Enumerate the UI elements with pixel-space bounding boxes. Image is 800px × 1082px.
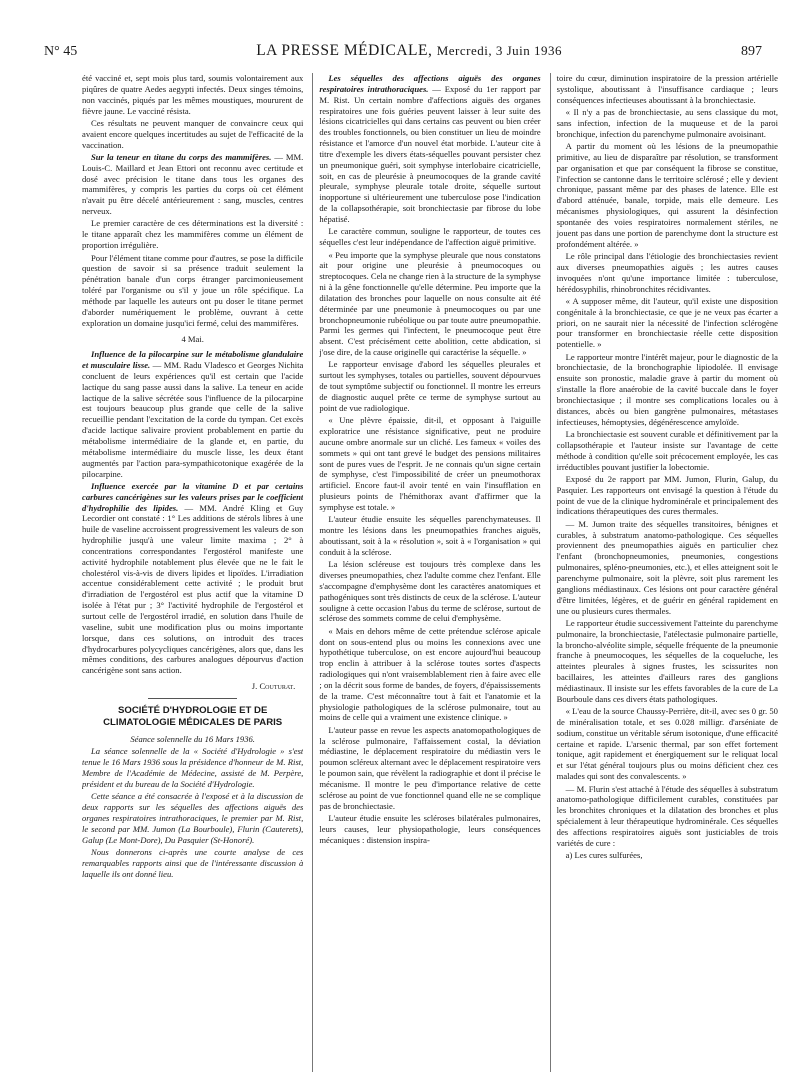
paragraph: L'auteur étudie ensuite les séquelles parenchymateuses. Il montre les lésions dans les pneumopathies franches aiguës, aboutissant, soit à la « résolution », soit à « l'organisation » qui conduit à la sclérose. <box>319 514 541 557</box>
paragraph: Exposé du 2e rapport par MM. Jumon, Flurin, Galup, du Pasquier. Les rapporteurs ont envisagé la question à l'étude du point de vue de la clinique hydrominérale et principalement des indications thérapeutiques des cures thermales. <box>556 473 778 517</box>
article-heading: Les séquelles des affections aiguës des organes respiratoires intrathoraciques. <box>319 73 541 94</box>
paragraph: Ces résultats ne peuvent manquer de convaincre ceux qui avaient encore quelques incertitudes au sujet de l'efficacité de la vaccination. <box>82 117 304 150</box>
article-body: — Exposé du 1er rapport par M. Rist. Un certain nombre d'affections aiguës des organes respiratoires une fois guéries peuvent laisser à leur suite des lésions cicatricielles qui dans certains cas peuvent ou bien créer des troubles fonctionnels, ou bien constituer un lieu de moindre résistance et l'amorce d'un nouvel état morbide. L'auteur cite à titre d'exemple les divers états-séquelles pouvant persister chez un pneumonique guéri, soit symphyse interlobaire cicatricielle, soit, en cas de pleurésie à pneumocoques de la grande cavité pleurale, symphyse pleurale totale droite, séquelle surtout inopportune si ultérieurement une tuberculose pose l'indication de la collapsothérapie, soit bronchiectasie par fibrose du lobe hépatisé. <box>319 83 541 224</box>
paragraph: « Peu importe que la symphyse pleurale que nous constatons ait pour origine une pleurésie à pneumocoques ou streptocoques. Cela ne change rien à la structure de la symphyse ni à la gêne fonctionnelle qu'elle détermine. Peu importe que la dilatation des bronches pour laquelle on nous consulte ait été déterminée par une pneumonie à pneumocoques ou par une bronchopneumonie rubéolique ou par toute autre pneumopathie. Parmi les germes qui l'infectent, le pneumocoque peut être absent. C'est précisément cette abolition, cette abdication, si j'ose dire, de la cause originelle qui caractérise la séquelle. » <box>319 249 541 358</box>
paragraph: Cette séance a été consacrée à l'exposé et à la discussion de deux rapports sur les séquelles des affections aiguës des organes respiratoires intrathoraciques, le premier par M. Rist, le second par MM. Jumon (La Bourboule), Flurin (Cauterets), Galup (Le Mont-Dore), Du Pasquier (St-Honoré). <box>82 791 304 845</box>
paragraph: A partir du moment où les lésions de la pneumopathie primitive, au lieu de disparaître par résolution, se transforment par organisation et que par conséquent la fibrose se constitue, l'infection se cantonne dans le territoire sclérosé ; elle y devient chronique, passant même par des phases de latence. Elle est d'abord atténuée, banale, torpide, mais elle demeure. Les mécanismes physiologiques, qui assurent la désinfection spontanée des voies respiratoires normalement stériles, ne jouent pas dans une portion de parenchyme dont la structure est profondément altérée. » <box>556 141 778 249</box>
article-body: — MM. André Kling et Guy Lecordier ont constaté : 1° Les additions de stérols libres à une huile de vaseline accroissent progressivement les valeurs de son hydrophilie jusqu'à une valeur limite maxima ; 2° à concentrations correspondantes l'ergostérol manifeste une activité hydrophile notablement plus élevée que ne le fait le cholestérol vis-à-vis de divers lipides et lipoïdes. L'irradiation accentue considérablement cette activité ; le produit brut d'irradiation de l'ergostérol est plus actif que la vitamine D isolée à l'état pur ; 3° l'activité hydrophile de l'ergostérol et surtout celle de l'ergostérol irradié, en solution dans l'huile de vaseline, subit une modification plus ou moins importante lorsque, dans ces solutions, on introduit des traces d'hydrocarbures polycycliques cancérigènes, alors que, dans les mêmes conditions, des carbures analogues dépourvus d'action cancérigène sont sans action. <box>82 502 304 676</box>
article-heading: Sur la teneur en titane du corps des mammifères. <box>91 151 272 162</box>
paragraph: Le premier caractère de ces déterminations est la diversité : le titane apparaît chez les mammifères comme un élément de proportion irrégulière. <box>82 218 304 251</box>
paragraph: Le rôle principal dans l'étiologie des bronchiectasies revient aux diverses pneumopathies aiguës ; les autres causes invoquées n'ont qu'une importance limitée : tuberculose, hérédosyphilis, rhinobronchites récidivantes. <box>556 251 778 294</box>
article-heading: Influence exercée par la vitamine D et par certains carbures cancérigènes sur les valeurs prises par le coefficient d'hydrophilie des lipides. <box>82 480 304 513</box>
paragraph: — M. Flurin s'est attaché à l'étude des séquelles à substratum anatomo-pathologique difficilement curables, constituées par les bronchites chroniques et la dilatation des bronches et plus spécialement à leur thérapeutique hydrominérale. Ces séquelles des affections respiratoires aiguës sont justiciables de trois variétés de cure : <box>556 783 778 848</box>
paragraph: Nous donnerons ci-après une courte analyse de ces remarquables rapports ainsi que de l'intéressante discussion à laquelle ils ont donné lieu. <box>82 846 304 879</box>
paragraph: La séance solennelle de la « Société d'Hydrologie » s'est tenue le 16 Mars 1936 sous la présidence d'honneur de M. Rist, Membre de l'Académie de Médecine, assisté de M. Perpère, président et du bureau de la Société d'Hydrologie. <box>82 746 304 789</box>
paragraph: Le rapporteur montre l'intérêt majeur, pour le diagnostic de la bronchiectasie, de la bronchographie lipiodolée. Il envisage ensuite son pronostic, maladie grave à partir du moment où s'installe la flore anaérobie de la cavité buccale dans le foyer bronchiectasique ; il montre ses complications locales ou à distances, abcès ou bien gangrène pulmonaires, métastases infectieuses, hémoptysies, dégénérescence amyloïde. <box>556 351 778 427</box>
page-number: 897 <box>740 44 762 59</box>
paragraph: L'auteur étudie ensuite les scléroses bilatérales pulmonaires, leurs causes, leur physiopathologie, leurs conséquences mécaniques : distension inspira- <box>319 813 541 845</box>
paragraph: « Il n'y a pas de bronchiectasie, au sens classique du mot, sans infection, infection de la muqueuse et de la paroi bronchique, infection du parenchyme pulmonaire avoisinant. <box>556 107 778 139</box>
article-body: — MM. Radu Vladesco et Georges Nichita concluent de leurs expériences qu'il est certain que l'acide lactique du sang passe aussi dans la salive. La teneur en acide lactique de la salive sécrétée sous l'influence de la pilocarpine est toujours beaucoup plus grande que celle de la salive recueillie pendant l'excitation de la corde du tympan. Cet excès d'acide lactique salivaire provient probablement en partie du métabolisme intermédiaire de la glande et, en partie, du métabolisme intermédiaire du muscle lisse, les deux étant augmentés par l'action para-sympathicotonique exagérée de la pilocarpine. <box>82 360 304 479</box>
column-3 <box>550 73 778 1072</box>
paragraph: Le caractère commun, souligne le rapporteur, de toutes ces séquelles c'est leur indépendance de l'affection aiguë primitive. <box>319 226 541 248</box>
issue-date: Mercredi, 3 Juin 1936 <box>436 43 563 58</box>
paragraph: Le rapporteur envisage d'abord les séquelles pleurales et surtout les symphyses, totales ou partielles, souvent dépourvues de tout symptôme subjectif ou fonctionnel. Il montre les erreurs de diagnostic auquel prête ce terme de symphyse surtout au point de vue radiologique. <box>319 359 541 413</box>
author-signature: J. Couturat. <box>251 681 296 692</box>
article-titanium <box>82 152 303 217</box>
article-sequelles <box>319 73 540 225</box>
column-2 <box>312 73 540 1072</box>
article-body: — MM. Louis-C. Maillard et Jean Ettori ont reconnu avec certitude et dosé avec précision le titane dans tous les organes des mammifères, y compris les parties du corps où cet élément n'avait pu être décelé antérieurement : sang, muscles, centres nerveux. <box>82 151 304 217</box>
paragraph: Le rapporteur étudie successivement l'atteinte du parenchyme pulmonaire, la bronchiectasie, l'atélectasie pulmonaire partielle, la broncho-alvéolite simple, séquelle fréquente de la pneumonie franche à pneumocoques, les séquelles de la coqueluche, les atteintes pleurales à signes frustes, les scissurites non bacillaires, les atteintes d'ailleurs rares des ganglions médiastinaux. Il insiste sur les effets favorables de la cure de La Bourboule dans ces divers états pathologiques. <box>556 617 778 704</box>
session-date: 4 Mai. <box>181 334 204 345</box>
paragraph: « Mais en dehors même de cette prétendue sclérose apicale dont on sous-entend plus ou moins les connexions avec une hypothétique tuberculose, on est encore aujourd'hui beaucoup trop enclin à attribuer à la sclérose toutes sortes d'aspects radiologiques qui n'ont vraisemblablement rien à faire avec elle ; on la décrit sous forme de bandes, de foyers, d'épaississements de la trame. C'est méconnaître tout à fait et l'anatomie et la physiologie pathologiques de la sclérose pulmonaire, tout au moins de celle qui a vraiment une existence clinique. » <box>319 625 541 723</box>
paragraph: « Une plèvre épaissie, dit-il, et opposant à l'aiguille exploratrice une résistance significative, peut ne produire aucune ombre anormale sur un cliché. Les fameux « voiles des sommets » qui ont tant grevé le budget des pensions militaires sont de pures vues de l'esprit. Je ne connais qu'un signe certain de symphyse, c'est l'impossibilité de créer un pneumothorax artificiel. Encore faut-il avoir tenté en vain l'insufflation en plusieurs points de l'hémithorax avant d'affirmer que la symphyse est totale. » <box>319 415 541 512</box>
divider <box>148 698 237 699</box>
article-columns <box>82 73 778 1072</box>
paragraph: La lésion scléreuse est toujours très complexe dans les diverses pneumopathies, chez l'adulte comme chez l'enfant. Elle s'accompagne d'emphysème dont les caractères anatomiques et pathogéniques sont très distincts de ceux de la sclérose. L'auteur souligne à cette occasion l'abus du terme de sclérose, surtout de sclérose des sommets comme de celui d'emphysème. <box>319 559 541 624</box>
page-header <box>44 42 762 66</box>
article-pilocarpine <box>82 349 303 479</box>
session-subtitle: Séance solennelle du 16 Mars 1936. <box>130 733 255 744</box>
article-vitamin-d <box>82 481 303 676</box>
paragraph: été vacciné et, sept mois plus tard, soumis volontairement aux piqûres de quatre Aedes aegypti infectés. Deux singes témoins, non vaccinés, piqués par les mêmes moustiques, moururent de fièvre jaune. Le vacciné résista. <box>82 73 304 116</box>
column-1 <box>82 73 303 1072</box>
paragraph: La bronchiectasie est souvent curable et définitivement par la collapsothérapie et l'auteur insiste sur l'avantage de cette méthode à condition qu'elle soit précocement employée, les cas irréductibles pouvant justifier la lobectomie. <box>556 429 778 472</box>
paragraph: « A supposer même, dit l'auteur, qu'il existe une disposition congénitale à la bronchiectasie, ce que je ne veux pas écarter a priori, on ne saurait nier la nécessité de l'infection sclérogène pour transformer en bronchiectasie réelle cette disposition potentielle. » <box>556 295 778 350</box>
running-title <box>256 42 562 60</box>
paragraph: toire du cœur, diminution inspiratoire de la pression artérielle systolique, aboutissant à l'insuffisance cardiaque ; leurs conséquences infectieuses aboutissant à la bronchiectasie. <box>556 73 778 105</box>
journal-title: LA PRESSE MÉDICALE, <box>256 42 433 59</box>
article-heading: Influence de la pilocarpine sur le métabolisme glandulaire et musculaire lisse. <box>82 349 304 371</box>
society-title: SOCIÉTÉ D'HYDROLOGIE ET DE CLIMATOLOGIE MÉDICALES DE PARIS <box>103 704 283 729</box>
paragraph: — M. Jumon traite des séquelles transitoires, bénignes et curables, à substratum anatomo-pathologique. Ces séquelles proviennent des pneumopathies aiguës en particulier chez l'enfant (bronchopneumonies, pneumonies, congestions pulmonaires, spléno-pneumonies, etc.), et elles atteignent soit le parenchyme pulmonaire, soit la plèvre, soit plus rarement les ganglions médiastinaux. Ces lésions ont pour caractère général d'être limitées, légères, et de guérir en général rapidement en une ou plusieurs cures thermales. <box>556 518 778 616</box>
paragraph: a) Les cures sulfurées, <box>565 850 643 861</box>
paragraph: « L'eau de la source Chaussy-Perrière, dit-il, avec ses 0 gr. 50 de minéralisation totale, et ses 0.028 milligr. d'arséniate de sodium, constitue un véritable sérum isotonique, d'une efficacité certaine et rapide. L'arsenic thermal, par son effet fortement tonique, agit rapidement et énergiquement sur le reliquat local et sur l'état général toujours plus ou moins déficient chez ces malades qui sont des convalescents. » <box>556 706 778 782</box>
paragraph: L'auteur passe en revue les aspects anatomopathologiques de la sclérose pulmonaire, l'affaissement costal, la déviation médiastine, le déplacement respiratoire du médiastin vers le poumon scléreux alternant avec le déplacement respiratoire vers le poumon sain, que révèlent la radiographie et dont il précise le mécanisme. Il montre le peu d'importance relative de cette sclérose au point de vue fonctionnel quand elle ne se complique pas de bronchiectasie. <box>319 724 541 811</box>
issue-number: N° 45 <box>44 44 78 59</box>
paragraph: Pour l'élément titane comme pour d'autres, se pose la difficile question de savoir si sa présence traduit seulement la pénétration banale d'un corps étranger parcimonieusement toléré par l'organisme ou s'il y joue un rôle spécifique. La méthode par laquelle les auteurs ont pu doser le titane permet d'aborder numériquement le problème, ouvrant à cette exploration un domaine jusqu'ici fermé, celui des mammifères. <box>82 252 304 328</box>
